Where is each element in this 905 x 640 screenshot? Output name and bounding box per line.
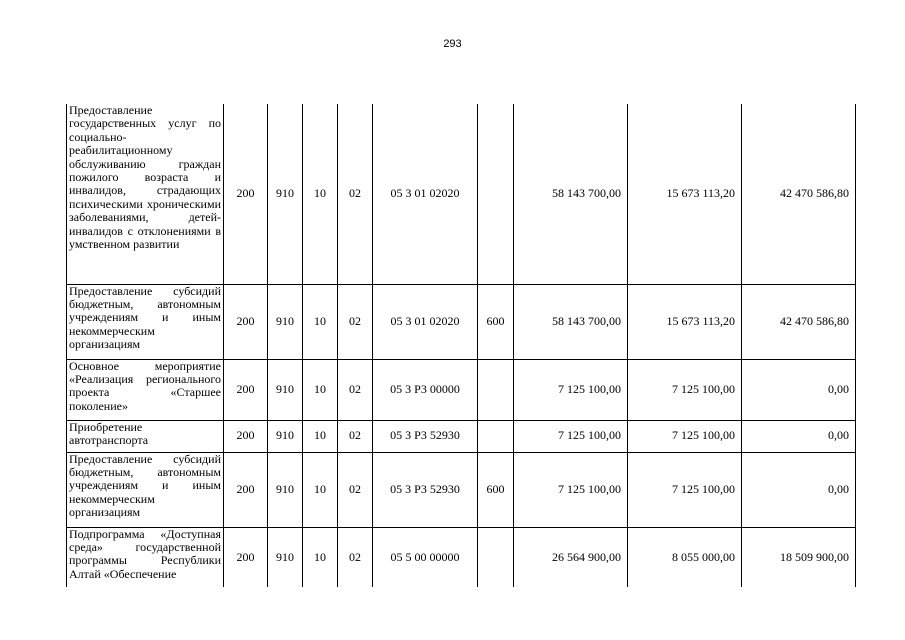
- table-row: [67, 452, 856, 527]
- table-row: [67, 104, 856, 284]
- page-number: 293: [443, 38, 462, 50]
- cell-ministry: 910: [268, 359, 303, 420]
- table-row: [67, 420, 856, 452]
- cell-target-article: 05 3 P3 52930: [373, 420, 478, 452]
- cell-code: 200: [224, 420, 268, 452]
- cell-ministry: 910: [268, 420, 303, 452]
- cell-section: 10: [303, 359, 338, 420]
- table-row: [67, 527, 856, 587]
- cell-amount: 7 125 100,00: [628, 359, 742, 420]
- cell-ministry: 910: [268, 527, 303, 587]
- cell-amount: 15 673 113,20: [628, 284, 742, 359]
- cell-expense-type: [478, 104, 514, 284]
- cell-subsection: 02: [338, 104, 373, 284]
- cell-amount: 18 509 900,00: [742, 527, 856, 587]
- cell-expense-type: [478, 420, 514, 452]
- cell-subsection: 02: [338, 359, 373, 420]
- cell-target-article: 05 3 01 02020: [373, 284, 478, 359]
- cell-section: 10: [303, 527, 338, 587]
- budget-table: [66, 104, 856, 587]
- cell-target-article: 05 3 01 02020: [373, 104, 478, 284]
- cell-amount: 8 055 000,00: [628, 527, 742, 587]
- cell-subsection: 02: [338, 420, 373, 452]
- cell-expense-type: 600: [478, 284, 514, 359]
- cell-amount: 15 673 113,20: [628, 104, 742, 284]
- cell-amount: 42 470 586,80: [742, 104, 856, 284]
- cell-amount: 0,00: [742, 452, 856, 527]
- cell-expense-type: [478, 527, 514, 587]
- cell-subsection: 02: [338, 527, 373, 587]
- table-row: [67, 359, 856, 420]
- cell-ministry: 910: [268, 452, 303, 527]
- cell-subsection: 02: [338, 284, 373, 359]
- cell-section: 10: [303, 104, 338, 284]
- cell-ministry: 910: [268, 104, 303, 284]
- cell-section: 10: [303, 420, 338, 452]
- row-name: Предоставление субсидий бюджетным, автономным учреждениям и иным некоммерческим организациям: [67, 452, 224, 527]
- cell-target-article: 05 5 00 00000: [373, 527, 478, 587]
- table-row: [67, 284, 856, 359]
- row-name: Предоставление государственных услуг по социально-реабилитационному обслуживанию граждан пожилого возраста и инвалидов, страдающих психическими хроническими заболеваниями, детей-инвалидов с отклонениями в умственном развитии: [67, 104, 224, 284]
- cell-target-article: 05 3 P3 52930: [373, 452, 478, 527]
- cell-section: 10: [303, 284, 338, 359]
- cell-ministry: 910: [268, 284, 303, 359]
- cell-subsection: 02: [338, 452, 373, 527]
- cell-amount: 7 125 100,00: [514, 359, 628, 420]
- cell-amount: 7 125 100,00: [628, 452, 742, 527]
- cell-amount: 7 125 100,00: [514, 452, 628, 527]
- cell-target-article: 05 3 P3 00000: [373, 359, 478, 420]
- cell-code: 200: [224, 527, 268, 587]
- row-name: Приобретение автотранспорта: [67, 420, 224, 452]
- cell-amount: 0,00: [742, 359, 856, 420]
- cell-amount: 0,00: [742, 420, 856, 452]
- cell-expense-type: 600: [478, 452, 514, 527]
- cell-amount: 58 143 700,00: [514, 284, 628, 359]
- cell-amount: 26 564 900,00: [514, 527, 628, 587]
- cell-code: 200: [224, 452, 268, 527]
- cell-code: 200: [224, 284, 268, 359]
- row-name: Предоставление субсидий бюджетным, автономным учреждениям и иным некоммерческим организациям: [67, 284, 224, 359]
- cell-expense-type: [478, 359, 514, 420]
- cell-code: 200: [224, 359, 268, 420]
- cell-section: 10: [303, 452, 338, 527]
- row-name: Подпрограмма «Доступная среда» государственной программы Республики Алтай «Обеспечение: [67, 527, 224, 587]
- cell-amount: 58 143 700,00: [514, 104, 628, 284]
- cell-code: 200: [224, 104, 268, 284]
- row-name: Основное мероприятие «Реализация регионального проекта «Старшее поколение»: [67, 359, 224, 420]
- cell-amount: 7 125 100,00: [628, 420, 742, 452]
- cell-amount: 42 470 586,80: [742, 284, 856, 359]
- cell-amount: 7 125 100,00: [514, 420, 628, 452]
